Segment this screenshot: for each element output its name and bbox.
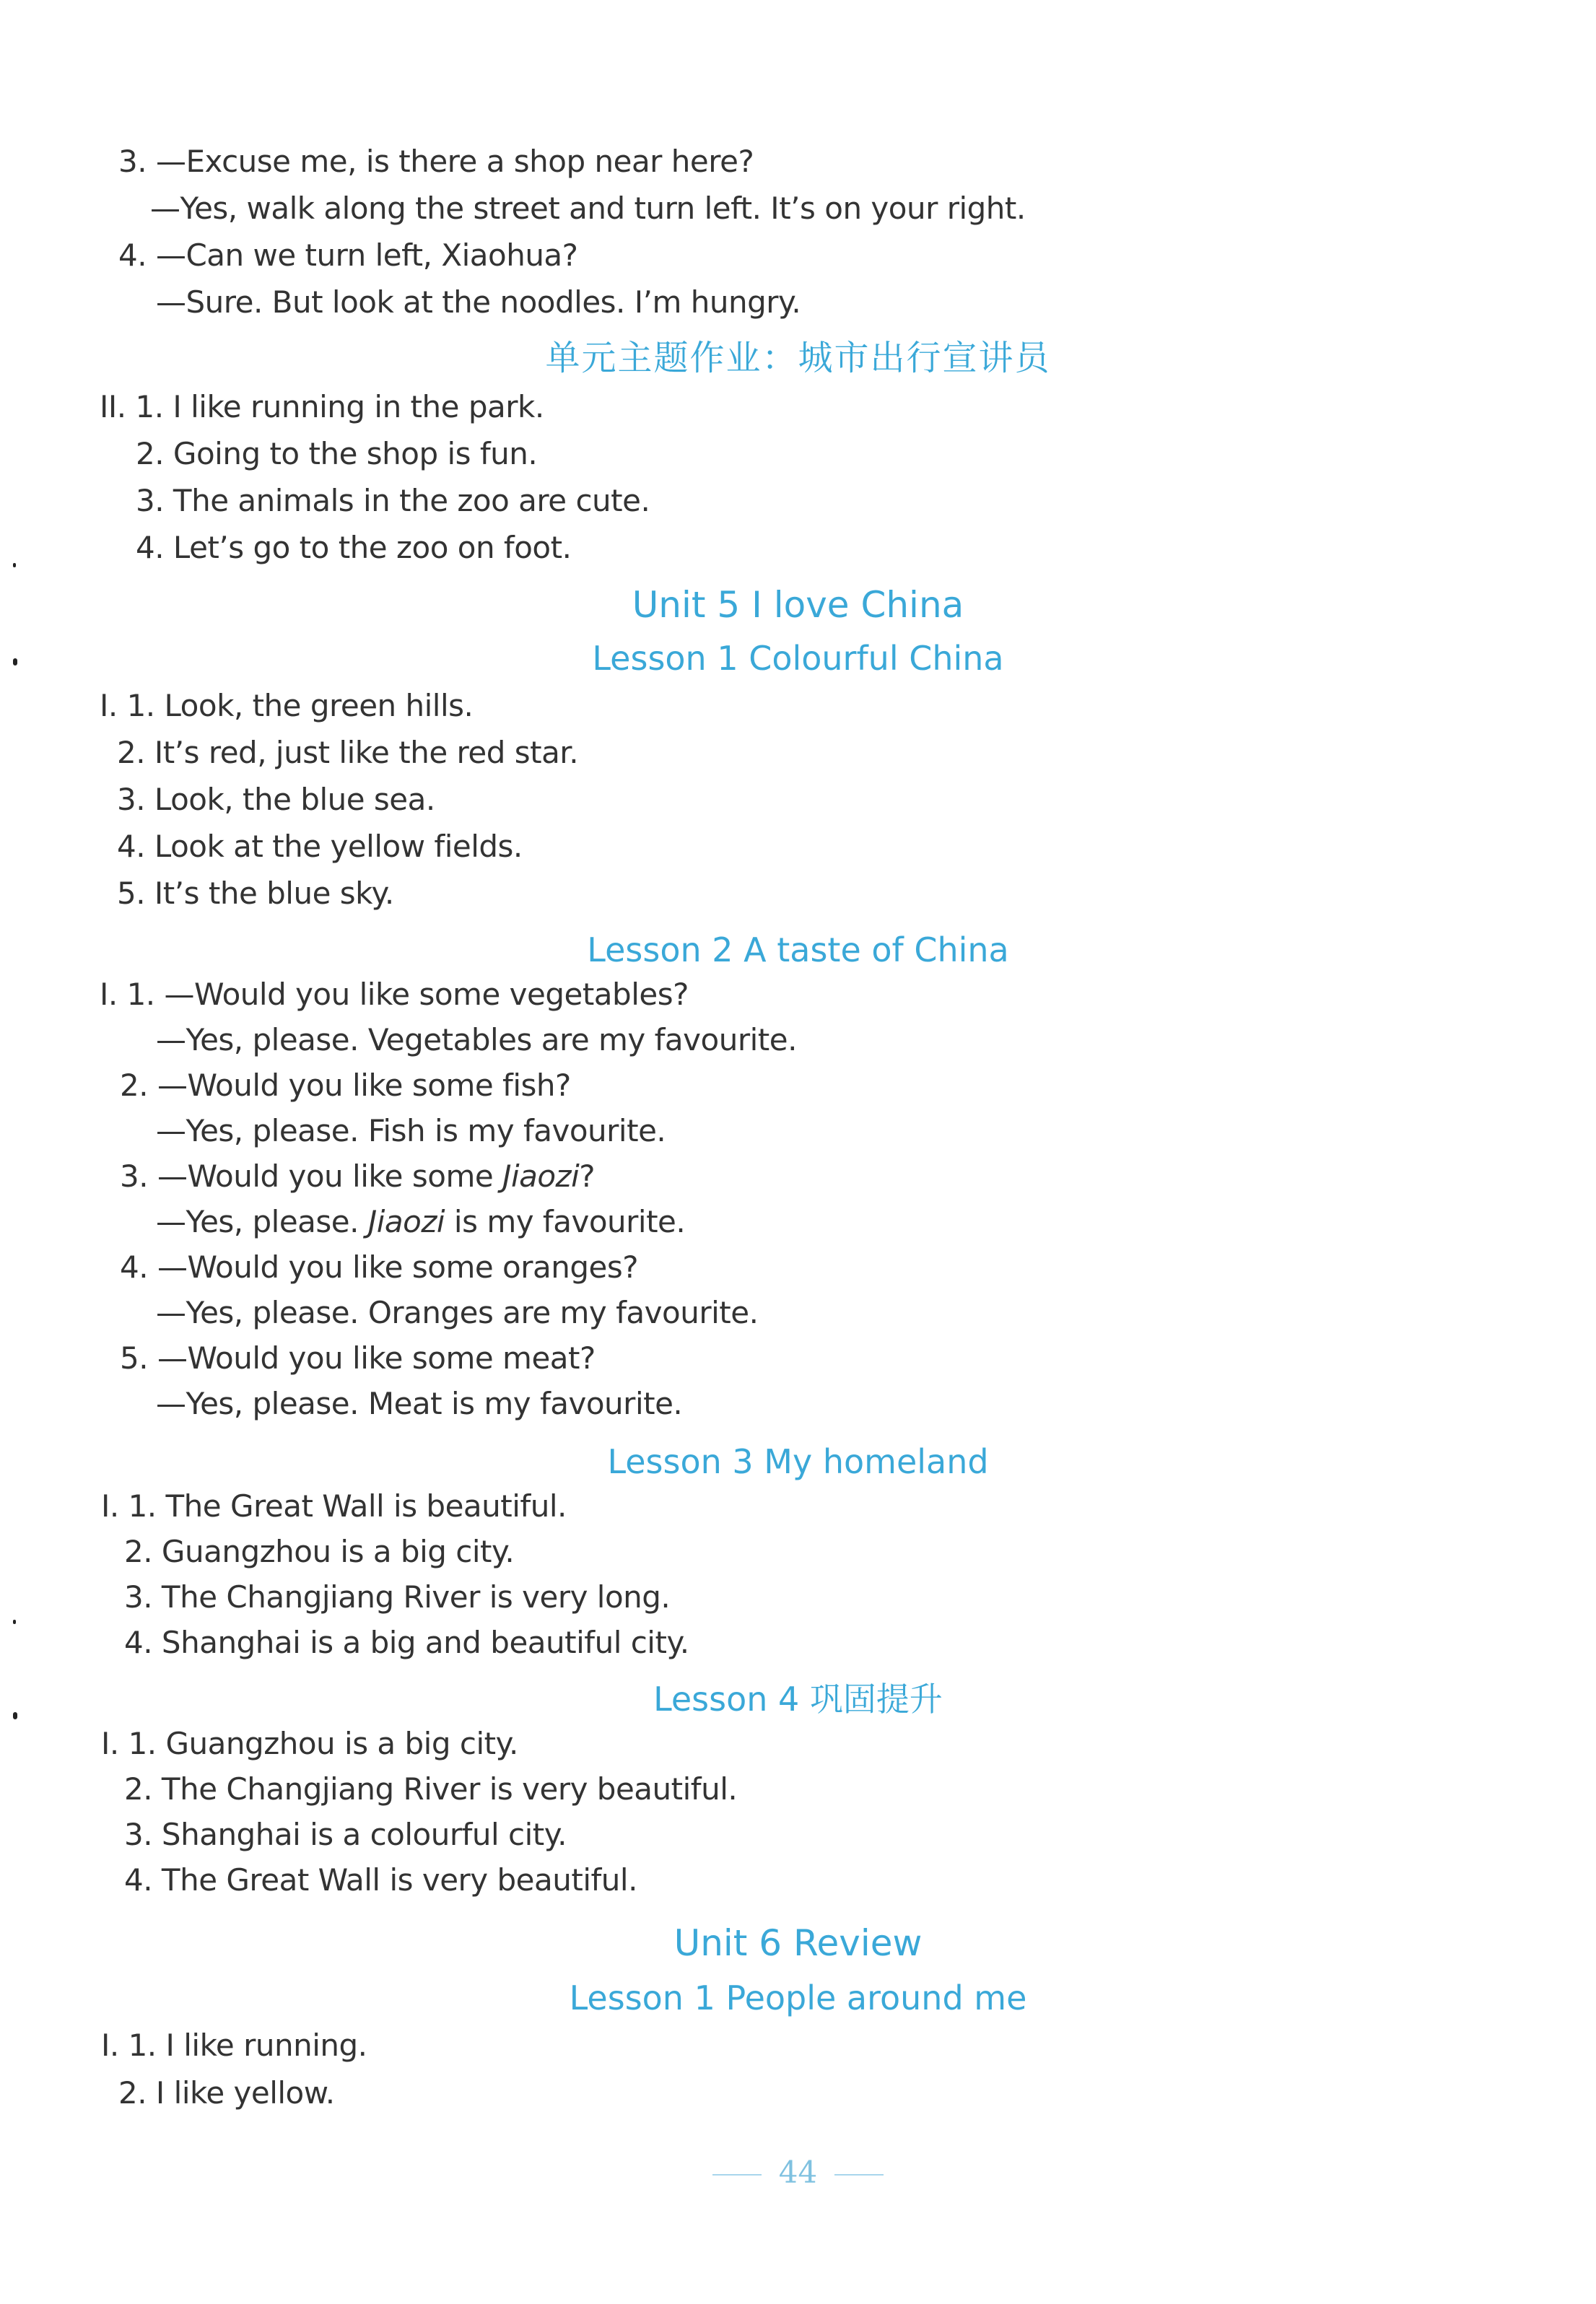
scan-speck — [13, 1712, 17, 1719]
page-number-value: 44 — [778, 2155, 818, 2190]
answer-line: 2. It’s red, just like the red star. — [117, 735, 579, 770]
answer-line: —Sure. But look at the noodles. I’m hungry. — [156, 284, 801, 320]
answer-line: 3. —Excuse me, is there a shop near here? — [118, 144, 754, 179]
answer-line: II. 1. I like running in the park. — [100, 389, 544, 424]
answer-line: —Yes, please. Fish is my favourite. — [156, 1113, 666, 1148]
answer-line: 3. The animals in the zoo are cute. — [136, 483, 650, 518]
scan-speck — [13, 658, 17, 666]
answer-line: —Yes, please. Vegetables are my favourite. — [156, 1022, 797, 1057]
answer-line: 4. Shanghai is a big and beautiful city. — [124, 1625, 689, 1660]
answer-line: I. 1. Guangzhou is a big city. — [101, 1726, 518, 1761]
section-heading: 单元主题作业：城市出行宣讲员 — [545, 338, 1051, 378]
answer-line: 3. Look, the blue sea. — [117, 782, 435, 817]
scan-speck — [13, 1620, 16, 1624]
answer-line: 4. —Would you like some oranges? — [120, 1249, 639, 1285]
answer-line: 2. Going to the shop is fun. — [136, 436, 538, 471]
lesson-heading: Lesson 1 Colourful China — [592, 639, 1004, 678]
answer-line: 2. Guangzhou is a big city. — [124, 1534, 515, 1569]
answer-line: 5. —Would you like some meat? — [120, 1340, 596, 1376]
answer-line: —Yes, walk along the street and turn left. It’s on your right. — [150, 191, 1026, 226]
lesson-heading: Lesson 4 巩固提升 — [653, 1680, 943, 1719]
page-number-rule-right — [834, 2174, 884, 2176]
answer-line: 2. I like yellow. — [118, 2075, 335, 2111]
answer-line: 4. The Great Wall is very beautiful. — [124, 1862, 637, 1898]
answer-line: 2. —Would you like some fish? — [120, 1068, 571, 1103]
answer-line: 4. Look at the yellow fields. — [117, 829, 523, 864]
answer-line: I. 1. Look, the green hills. — [100, 688, 474, 723]
answer-line: 3. —Would you like some Jiaozi? — [120, 1158, 596, 1194]
answer-line: 3. Shanghai is a colourful city. — [124, 1817, 567, 1852]
scan-speck — [13, 563, 16, 567]
answer-line: I. 1. The Great Wall is beautiful. — [101, 1488, 567, 1524]
answer-line: —Yes, please. Oranges are my favourite. — [156, 1295, 759, 1330]
unit-heading: Unit 5 I love China — [632, 584, 964, 626]
answer-line: —Yes, please. Jiaozi is my favourite. — [156, 1204, 686, 1239]
page-number — [0, 2151, 1596, 2194]
page-number-rule-left — [712, 2174, 762, 2176]
answer-line: 4. —Can we turn left, Xiaohua? — [118, 237, 578, 273]
answer-line: I. 1. —Would you like some vegetables? — [100, 977, 689, 1012]
answer-line: 5. It’s the blue sky. — [117, 876, 394, 911]
unit-heading: Unit 6 Review — [673, 1922, 923, 1964]
answer-line: 2. The Changjiang River is very beautiful. — [124, 1771, 738, 1807]
lesson-heading: Lesson 2 A taste of China — [587, 930, 1009, 969]
lesson-heading: Lesson 1 People around me — [569, 1978, 1027, 2017]
answer-line: —Yes, please. Meat is my favourite. — [156, 1386, 683, 1421]
answer-line: 3. The Changjiang River is very long. — [124, 1579, 671, 1615]
answer-line: I. 1. I like running. — [101, 2028, 367, 2063]
answer-line: 4. Let’s go to the zoo on foot. — [136, 530, 572, 565]
lesson-heading: Lesson 3 My homeland — [607, 1442, 989, 1481]
